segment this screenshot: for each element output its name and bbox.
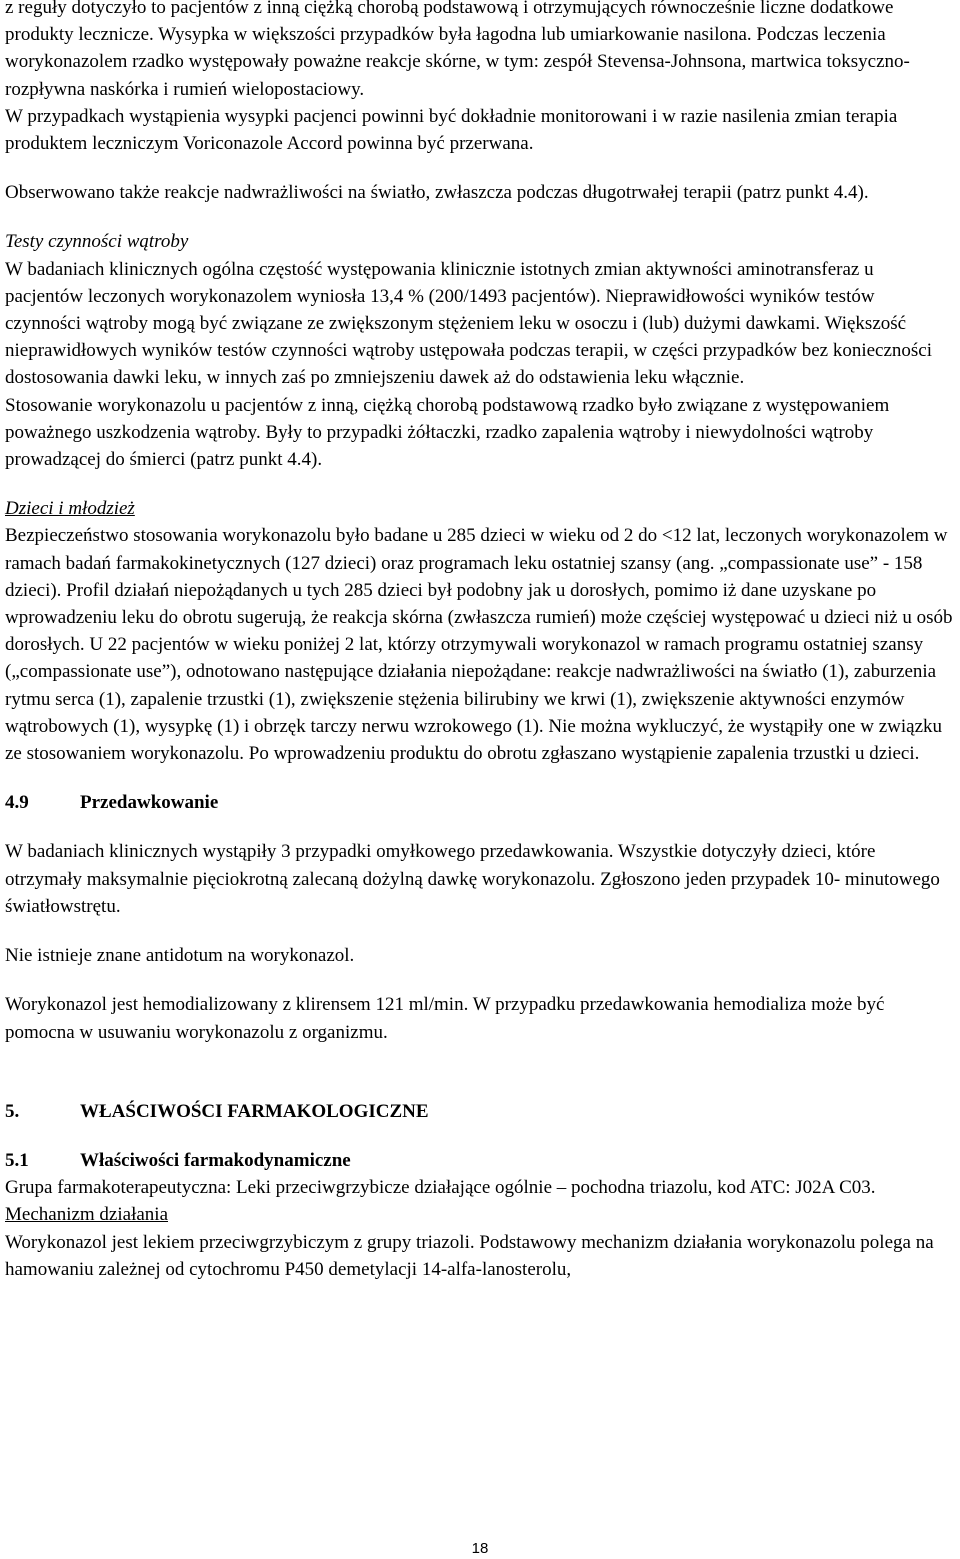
subheading-children: Dzieci i młodzież [5, 498, 135, 520]
section-title: Właściwości farmakodynamiczne [80, 1149, 351, 1171]
section-number: 4.9 [5, 792, 29, 814]
section-heading-overdose [5, 789, 953, 816]
paragraph-mechanism: Worykonazol jest lekiem przeciwgrzybiczym z grupy triazoli. Podstawowy mechanizm działania worykonazolu polega na hamowaniu zależnej od cytochromu P450 demetylacji 14-alfa-lanosterolu, [5, 1231, 934, 1280]
subheading-liver-tests: Testy czynności wątroby [5, 231, 189, 253]
paragraph-antidote: Nie istnieje znane antidotum na worykonazol. [5, 945, 355, 967]
section-title: WŁAŚCIWOŚCI FARMAKOLOGICZNE [80, 1100, 429, 1122]
paragraph-rash-description: z reguły dotyczyło to pacjentów z inną ciężką chorobą podstawową i otrzymujących równocześnie liczne dodatkowe produkty lecznicze. Wysypka w większości przypadków była łagodna lub umiarkowanie nasilona. Podczas leczenia worykonazolem rzadko występowały poważne reakcje skórne, w tym: zespół Stevensa-Johnsona, martwica toksyczno-rozpływna naskórka i rumień wielopostaciowy. [5, 0, 910, 100]
paragraph-rash-monitoring: W przypadkach wystąpienia wysypki pacjenci powinni być dokładnie monitorowani i w razie nasilenia zmian terapia produktem leczniczym Voriconazole Accord powinna być przerwana. [5, 105, 898, 155]
paragraph-overdose-cases: W badaniach klinicznych wystąpiły 3 przypadki omyłkowego przedawkowania. Wszystkie dotyczyły dzieci, które otrzymały maksymalnie pięciokrotną zalecaną dożylną dawkę worykonazolu. Zgłoszono jeden przypadek 10- minutowego światłowstrętu. [5, 841, 940, 917]
paragraph-pharmacotherapeutic-group: Grupa farmakoterapeutyczna: Leki przeciwgrzybicze działające ogólnie – pochodna triazolu, kod ATC: J02A C03. [5, 1177, 876, 1199]
paragraph-children: Bezpieczeństwo stosowania worykonazolu było badane u 285 dzieci w wieku od 2 do <12 lat, leczonych worykonazolem w ramach badań farmakokinetycznych (127 dzieci) oraz programach leku ostatniej szansy (ang. „compassionate use” - 158 dzieci). Profil działań niepożądanych u tych 285 dzieci był podobny jak u dorosłych, pomimo iż dane uzyskane po wprowadzeniu leku do obrotu sugerują, że reakcja skórna (zwłaszcza rumień) może częściej występować u dzieci niż u osób dorosłych. U 22 pacjentów w wieku poniżej 2 lat, którzy otrzymywali worykonazol w ramach programu ostatniej szansy („compassionate use”), odnotowano następujące działania niepożądane: reakcje nadwrażliwości na światło (1), zaburzenia rytmu serca (1), zapalenie trzustki (1), zwiększenie stężenia bilirubiny we krwi (1), zwiększenie aktywności enzymów wątrobowych (1), wysypkę (1) i obrzęk tarczy nerwu wzrokowego (1). Nie można wykluczyć, że wystąpiły one w związku ze stosowaniem worykonazolu. Po wprowadzeniu produktu do obrotu zgłaszano wystąpienie zapalenia trzustki u dzieci. [5, 525, 953, 765]
paragraph-liver-tests: W badaniach klinicznych ogólna częstość występowania klinicznie istotnych zmian aktywności aminotransferaz u pacjentów leczonych worykonazolem wyniosła 13,4 % (200/1493 pacjentów). Nieprawidłowości wyników testów czynności wątroby mogą być związane ze zwiększonym stężeniem leku w osoczu i (lub) dużymi dawkami. Większość nieprawidłowych wyników testów czynności wątroby ustępowała podczas terapii, w części przypadków bez konieczności dostosowania dawki leku, w innych zaś po zmniejszeniu dawek aż do odstawienia leku włącznie. [5, 258, 933, 389]
section-number: 5.1 [5, 1149, 29, 1171]
section-heading-pharmacology [5, 1098, 953, 1125]
page-number: 18 [471, 1540, 489, 1557]
section-heading-pharmacodynamics [5, 1147, 953, 1174]
section-title: Przedawkowanie [80, 792, 219, 814]
paragraph-hemodialysis: Worykonazol jest hemodializowany z klirensem 121 ml/min. W przypadku przedawkowania hemodializa może być pomocna w usuwaniu worykonazolu z organizmu. [5, 994, 885, 1043]
section-number: 5. [5, 1100, 20, 1122]
subheading-mechanism: Mechanizm działania [5, 1204, 169, 1226]
document-page [5, 0, 953, 1283]
paragraph-liver-damage: Stosowanie worykonazolu u pacjentów z inną, ciężką chorobą podstawową rzadko było związane z występowaniem poważnego uszkodzenia wątroby. Były to przypadki żółtaczki, rzadko zapalenia wątroby i niewydolności wątroby prowadzącej do śmierci (patrz punkt 4.4). [5, 394, 890, 471]
paragraph-photosensitivity: Obserwowano także reakcje nadwrażliwości na światło, zwłaszcza podczas długotrwałej terapii (patrz punkt 4.4). [5, 182, 869, 204]
